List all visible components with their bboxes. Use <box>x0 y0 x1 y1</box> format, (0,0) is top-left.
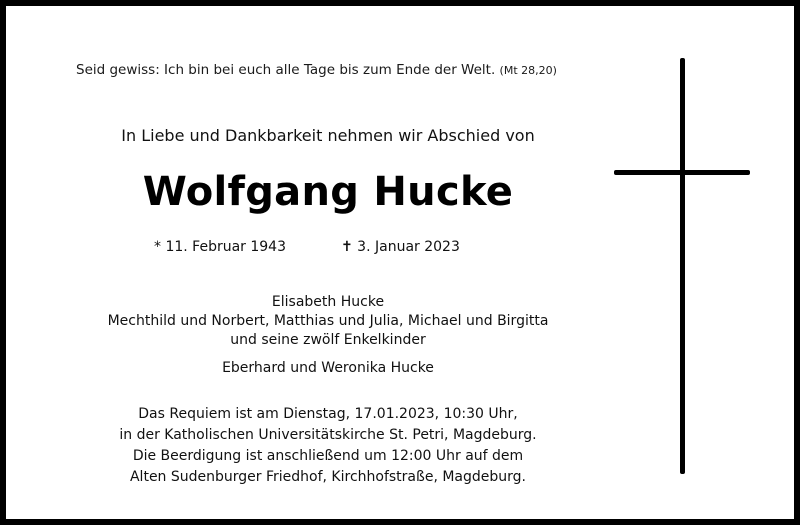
bible-verse <box>76 62 556 78</box>
funeral-line: Die Beerdigung ist anschließend um 12:00 Uhr auf dem <box>132 448 524 464</box>
mourner-line: Eberhard und Weronika Hucke <box>222 360 434 376</box>
mourner-line: und seine zwölf Enkelkinder <box>230 332 426 348</box>
cross-horizontal-beam <box>614 170 750 175</box>
cross-vertical-beam <box>680 58 685 474</box>
verse-reference: (Mt 28,20) <box>499 64 557 77</box>
cross-icon <box>614 58 750 474</box>
obituary-card <box>6 6 794 519</box>
funeral-line: Das Requiem ist am Dienstag, 17.01.2023, 10:30 Uhr, <box>138 406 518 422</box>
mourners-list <box>48 293 608 378</box>
funeral-details <box>48 404 608 488</box>
verse-text: Seid gewiss: Ich bin bei euch alle Tage bis zum Ende der Welt. <box>76 62 496 78</box>
mourner-line: Mechthild und Norbert, Matthias und Julia, Michael und Birgitta <box>107 313 549 329</box>
mourner-line: Elisabeth Hucke <box>271 294 385 310</box>
deceased-name: Wolfgang Hucke <box>142 169 514 215</box>
funeral-line: Alten Sudenburger Friedhof, Kirchhofstraße, Magdeburg. <box>129 469 526 485</box>
funeral-line: in der Katholischen Universitätskirche St. Petri, Magdeburg. <box>119 427 537 443</box>
death-date: ✝ 3. Januar 2023 <box>341 239 460 255</box>
birth-date: * 11. Februar 1943 <box>154 239 286 255</box>
intro-line: In Liebe und Dankbarkeit nehmen wir Abschied von <box>121 126 535 145</box>
